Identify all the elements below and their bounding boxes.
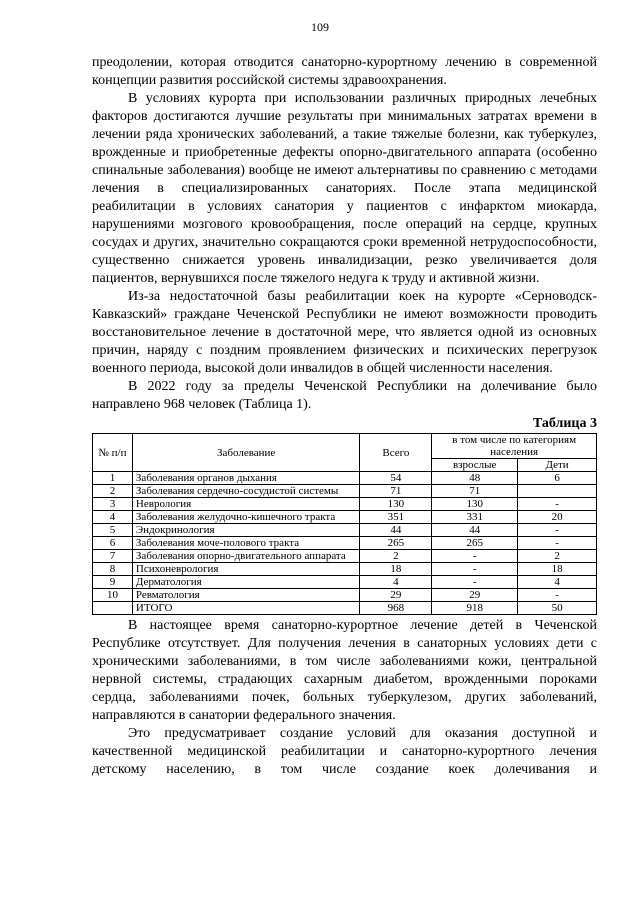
- cell-disease: Заболевания желудочно-кишечного тракта: [132, 511, 360, 524]
- document-body: [92, 54, 597, 779]
- cell-disease: Дерматология: [132, 576, 360, 589]
- cell-number: 6: [93, 537, 133, 550]
- header-category-group: в том числе по категориям населения: [432, 434, 597, 459]
- cell-total: 44: [360, 524, 432, 537]
- paragraph-6: Это предусматривает создание условий для оказания доступной и качественной медицинской реабилитации и санаторно-курортного лечения детскому населению, в том числе создание коек долечивания и: [92, 726, 597, 777]
- cell-adults: 29: [432, 589, 518, 602]
- cell-number: 8: [93, 563, 133, 576]
- cell-children: -: [518, 589, 597, 602]
- cell-total: 130: [360, 498, 432, 511]
- cell-total: 4: [360, 576, 432, 589]
- cell-children: 50: [518, 602, 597, 615]
- cell-number: 10: [93, 589, 133, 602]
- paragraph-1: преодолении, которая отводится санаторно-курортному лечению в современной концепции развития российской системы здравоохранения.: [92, 55, 597, 88]
- table-caption: Таблица 3: [532, 416, 597, 431]
- paragraph-2: В условиях курорта при использовании различных природных лечебных факторов достигаются лучшие результаты при минимальных затратах времени в лечении ряда хронических заболеваний, а такие тяжелые болезни, как туберкулез, врожденные и приобретенные дефекты опорно-двигательного аппарата (особенно спинальные заболевания) вообще не имеют альтернативы по сравнению с методами лечения в специализированных санаториях. После этапа медицинской реабилитации в условиях санатория у пациентов с инфарктом миокарда, нарушениями мозгового кровообращения, после операций на сердце, крупных сосудах и других, значительно сокращаются сроки временной нетрудоспособности, существенно снижается уровень инвалидизации, резко увеличивается доля пациентов, вернувшихся после тяжелого недуга к труду и активной жизни.: [92, 91, 597, 286]
- cell-disease: Заболевания органов дыхания: [132, 472, 360, 485]
- cell-children: -: [518, 498, 597, 511]
- cell-total: 351: [360, 511, 432, 524]
- cell-total: 29: [360, 589, 432, 602]
- cell-adults: 918: [432, 602, 518, 615]
- cell-children: -: [518, 537, 597, 550]
- cell-adults: 130: [432, 498, 518, 511]
- cell-number: [93, 602, 133, 615]
- cell-children: 20: [518, 511, 597, 524]
- paragraph-3: Из-за недостаточной базы реабилитации коек на курорте «Серноводск-Кавказский» граждане Чеченской Республики не имеют возможности проводить восстановительное лечение в достаточной мере, что является одной из основных причин, наряду с поздним проявлением физических и психических перегрузок военного периода, высокой доли инвалидов в общей численности населения.: [92, 289, 597, 376]
- cell-number: 5: [93, 524, 133, 537]
- cell-number: 1: [93, 472, 133, 485]
- cell-disease: Эндокринология: [132, 524, 360, 537]
- cell-children: -: [518, 524, 597, 537]
- table-row: [93, 498, 597, 511]
- cell-children: [518, 485, 597, 498]
- table-body: [93, 472, 597, 615]
- table-row: [93, 524, 597, 537]
- cell-total: 54: [360, 472, 432, 485]
- cell-total: 2: [360, 550, 432, 563]
- header-total: Всего: [360, 434, 432, 472]
- table-row: [93, 511, 597, 524]
- cell-disease: Неврология: [132, 498, 360, 511]
- header-disease: Заболевание: [132, 434, 360, 472]
- cell-total: 265: [360, 537, 432, 550]
- header-adults: взрослые: [432, 459, 518, 472]
- cell-adults: -: [432, 576, 518, 589]
- cell-adults: 331: [432, 511, 518, 524]
- cell-disease: ИТОГО: [132, 602, 360, 615]
- cell-disease: Заболевания моче-полового тракта: [132, 537, 360, 550]
- table-row: [93, 485, 597, 498]
- header-children: Дети: [518, 459, 597, 472]
- cell-disease: Ревматология: [132, 589, 360, 602]
- table-total-row: [93, 602, 597, 615]
- cell-number: 9: [93, 576, 133, 589]
- cell-disease: Психоневрология: [132, 563, 360, 576]
- paragraph-4: В 2022 году за пределы Чеченской Республики на долечивание было направлено 968 человек (Таблица 1).: [92, 379, 597, 412]
- page-number: 109: [311, 20, 329, 34]
- cell-total: 968: [360, 602, 432, 615]
- referral-table: [92, 433, 597, 615]
- table-row: [93, 563, 597, 576]
- cell-children: 18: [518, 563, 597, 576]
- cell-adults: -: [432, 550, 518, 563]
- cell-number: 3: [93, 498, 133, 511]
- table-row: [93, 537, 597, 550]
- cell-disease: Заболевания опорно-двигательного аппарата: [132, 550, 360, 563]
- cell-total: 18: [360, 563, 432, 576]
- table-row: [93, 589, 597, 602]
- table-row: [93, 576, 597, 589]
- cell-adults: -: [432, 563, 518, 576]
- table-row: [93, 550, 597, 563]
- cell-number: 4: [93, 511, 133, 524]
- paragraph-5: В настоящее время санаторно-курортное лечение детей в Чеченской Республике отсутствует. Для получения лечения в санаторных условиях дети с хроническими заболеваниями, в том числе заболеваниями кожи, центральной нервной системы, страдающих сахарным диабетом, врожденными пороками сердца, заболеваниями почек, больных туберкулезом, других заболеваний, направляются в санатории федерального значения.: [92, 618, 597, 723]
- cell-total: 71: [360, 485, 432, 498]
- cell-children: 4: [518, 576, 597, 589]
- cell-adults: 44: [432, 524, 518, 537]
- table-row: [93, 472, 597, 485]
- cell-adults: 265: [432, 537, 518, 550]
- cell-children: 2: [518, 550, 597, 563]
- cell-adults: 71: [432, 485, 518, 498]
- cell-disease: Заболевания сердечно-сосудистой системы: [132, 485, 360, 498]
- cell-adults: 48: [432, 472, 518, 485]
- cell-number: 7: [93, 550, 133, 563]
- cell-number: 2: [93, 485, 133, 498]
- cell-children: 6: [518, 472, 597, 485]
- header-num: № п/п: [93, 434, 133, 472]
